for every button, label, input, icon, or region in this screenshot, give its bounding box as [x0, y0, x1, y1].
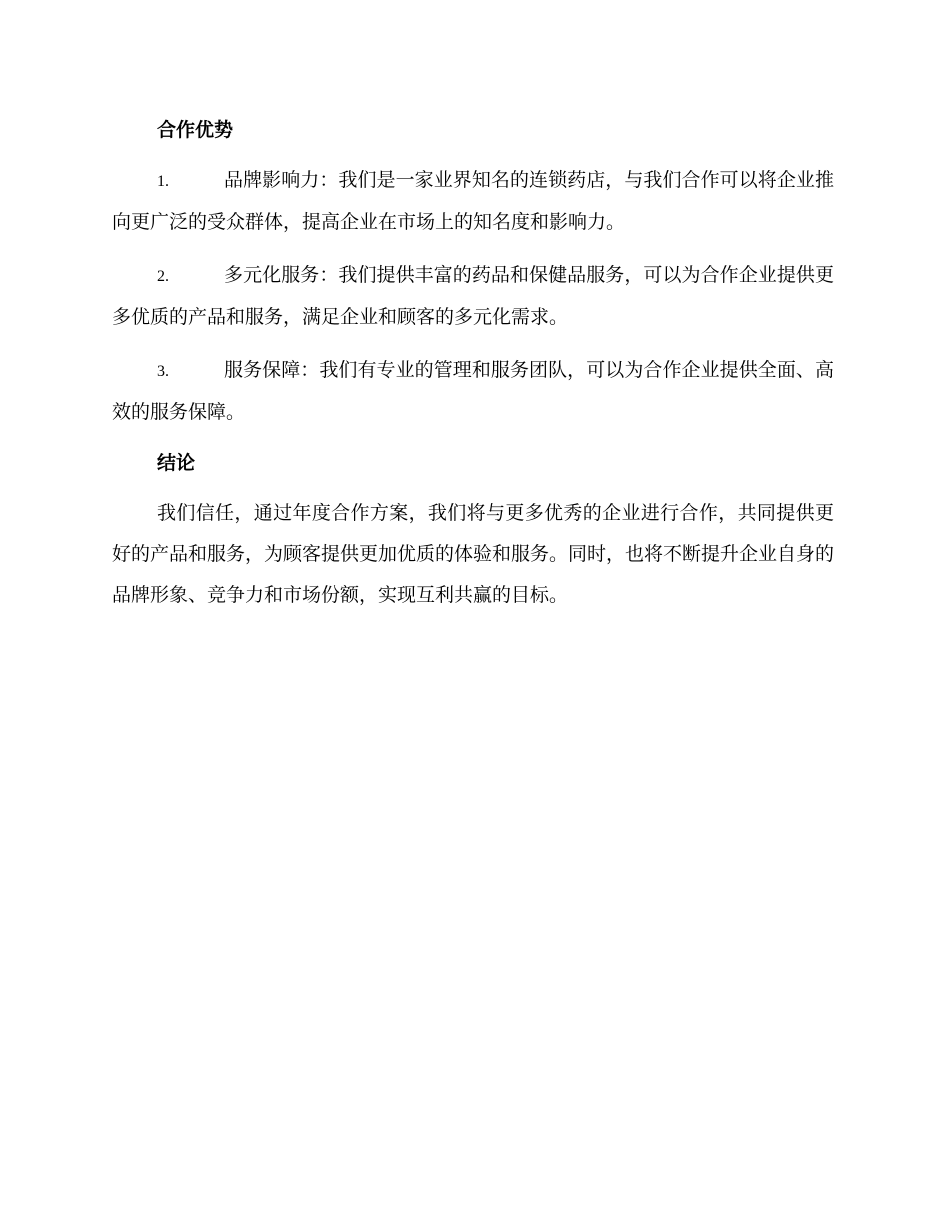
- list-text: 品牌影响力：我们是一家业界知名的连锁药店，与我们合作可以将企业推向更广泛的受众群体，提高企业在市场上的知名度和影响力。: [112, 169, 834, 233]
- list-item: [112, 350, 834, 433]
- list-number: 2.: [157, 268, 169, 285]
- conclusion-paragraph: 我们信任，通过年度合作方案，我们将与更多优秀的企业进行合作，共同提供更好的产品和服务，为顾客提供更加优质的体验和服务。同时，也将不断提升企业自身的品牌形象、竞争力和市场份额，实现互利共赢的目标。: [112, 502, 835, 606]
- section-heading-conclusion: 结论: [157, 452, 196, 474]
- document-body: [112, 112, 834, 616]
- list-text: 服务保障：我们有专业的管理和服务团队，可以为合作企业提供全面、高效的服务保障。: [112, 359, 834, 423]
- list-item: [112, 160, 834, 243]
- list-text: 多元化服务：我们提供丰富的药品和保健品服务，可以为合作企业提供更多优质的产品和服务，满足企业和顾客的多元化需求。: [112, 264, 834, 328]
- section-heading-advantages: 合作优势: [157, 119, 234, 141]
- list-number: 1.: [157, 173, 169, 190]
- list-number: 3.: [157, 363, 169, 380]
- list-item: [112, 255, 834, 338]
